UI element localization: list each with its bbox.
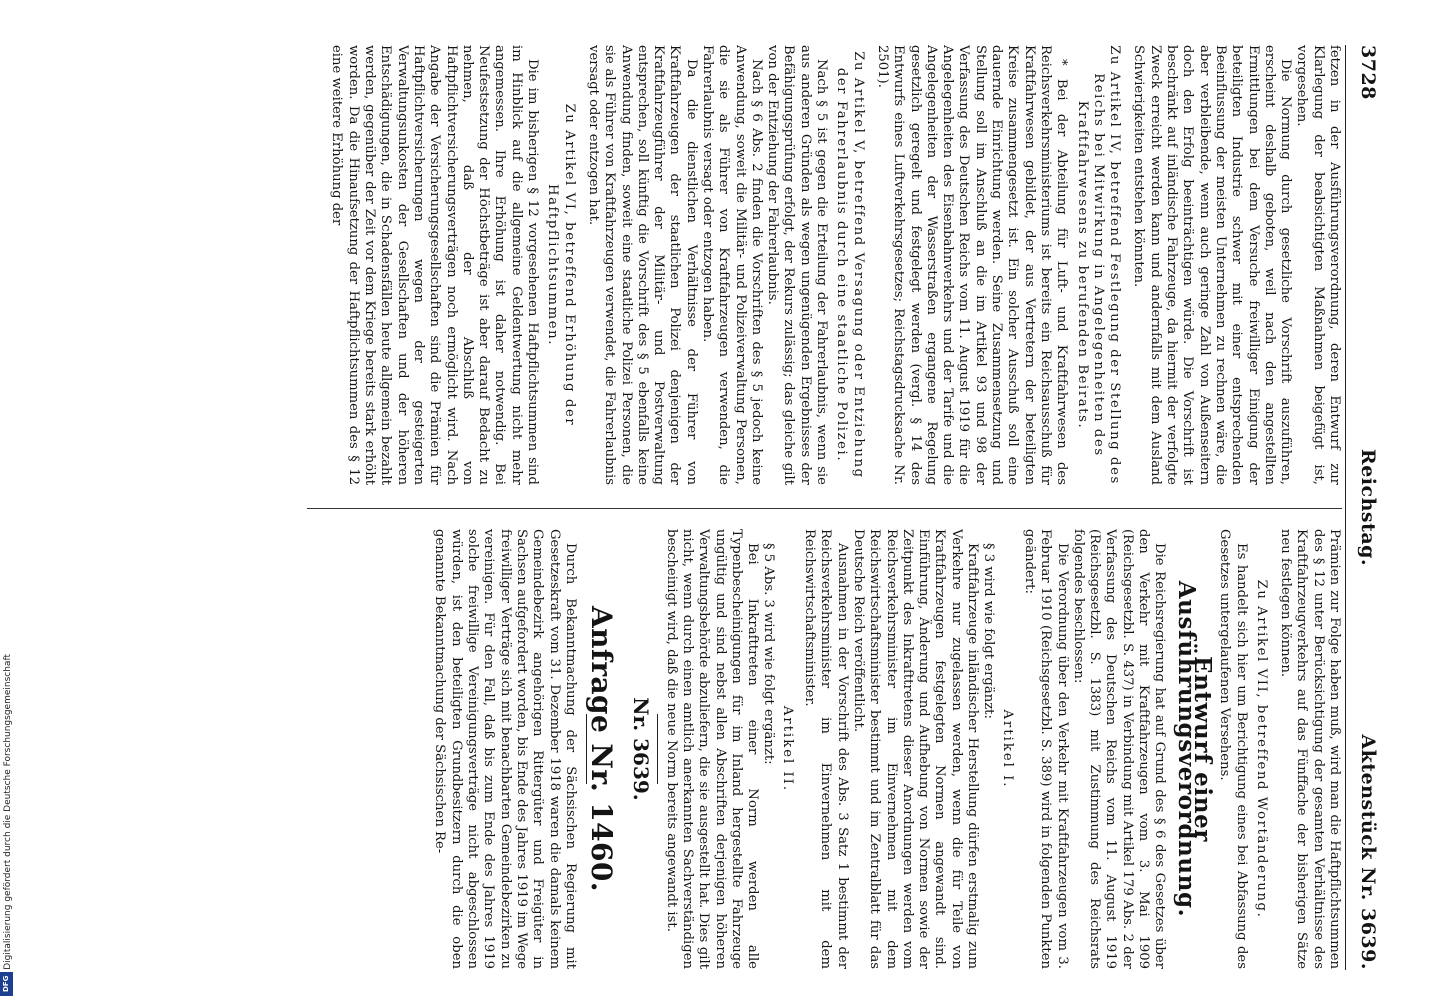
artikel-1-heading: Artikel I. [999, 709, 1015, 789]
paragraph: Die Verordnung über den Verkehr mit Kraftfahrzeugen vom 3. Februar 1910 (Reichsgesetzbl. S. 389) wird in folgenden Punkten geändert: [1021, 529, 1070, 969]
left-column [302, 45, 1342, 485]
paragraph: fetzen in der Ausführungsverordnung, deren Entwurf zur Klarlegung der beabsichtigten Maßnahmen beigefügt ist, vorgesehen. [1294, 45, 1342, 485]
draft-title: Entwurf einer Ausführungsverordnung. [1172, 580, 1216, 918]
paragraph: Nach § 5 ist gegen die Erteilung der Fahrerlaubnis, wenn sie aus anderen Gründen als wegen ungenügenden Ergebnisses der Befähigungsprüfung erfolgt, der Rekurs zulässig; das gleiche gilt von der Entziehung der Fahrerlaubnis. [765, 45, 830, 485]
paragraph: Die Normung durch gesetzliche Vorschrift auszuführen, erscheint deshalb geboten, weil nach den angestellten Ermittlungen bei dem Versuche freiwilliger Einigung der beteiligten Industrie schwer mit einer entsprechenden Beeinflussung der meisten Unternehmen zu rechnen wäre, die aber verbleibende, wenn auch geringe Zahl von Außenseitern doch den Erfolg beeinträchtigen würde. Die Vorschrift ist beschränkt auf inländische Fahrzeuge, da hiermit der verfolgte Zweck erreicht werden kann und andernfalls mit dem Ausland Schwierigkeiten entstehen könnten. [1131, 45, 1294, 485]
funding-note: Digitalisierung gefördert durch die Deutsche Forschungsgemeinschaft [3, 654, 13, 970]
paragraph: § 5 Abs. 3 wird wie folgt ergänzt: [761, 543, 777, 765]
paragraph: Die im bisherigen § 12 vorgesehenen Haftpflichtsummen sind im Hinblick auf die allgemeine Geldentwertung nicht mehr angemessen. Ihre Erhöhung ist daher notwendig. Bei Neufestsetzung der Höchstbeträge ist aber darauf Bedacht zu nehmen, daß der Abschluß von Haftpflichtversicherungsverträgen noch ermöglicht wird. Nach Angabe der Versicherungsgesellschaften sind die Prämien für Haftpflichtversicherungen wegen der gesteigerten Verwaltungsunkosten der Gesellschaften und der höheren Entschädigungen, die in Schadensfällen heute allgemein bezahlt werden, gegenüber der Zeit vor dem Kriege bereits stark erhöht worden. Da die Hinaufsetzung der Haftpflichtsummen des § 12 eine weitere Erhöhung der [329, 45, 541, 485]
page-number: 3728 [1357, 45, 1379, 100]
document-number: Aktenstück Nr. 3639. [1357, 734, 1379, 970]
right-column [302, 529, 1342, 969]
column-divider [307, 508, 1342, 509]
anfrage-heading: Anfrage Nr. 1460. [585, 606, 619, 892]
section-heading-art6: Zu Artikel VI, betreffend Erhöhung der Haftpflichtsummen. [545, 103, 577, 427]
page-header [1345, 45, 1382, 970]
section-rule [657, 714, 658, 784]
paragraph: Ausnahmen in der Vorschrift des Abs. 3 Satz 1 bestimmt der Reichsverkehrsminister im Einvernehmen mit dem Reichswirtschaftsminister. [802, 529, 850, 969]
section-heading-art4: Zu Artikel IV, betreffend Festlegung der Stellung des Reichs bei Mitwirkung in Angelegenheiten des Kraftfahrwesens zu berufenden Beirats. [1074, 45, 1123, 485]
paragraph: Durch Bekanntmachung der Sächsischen Regierung mit Gesetzeskraft vom 31. Dezember 1918 waren die damals keinem Gemeindebezirk angehörigen Rittergüter und Freigüter in Sachsen aufgefordert worden, bis Ende des Jahres 1919 im Wege freiwilliger Verträge sich mit benachbarten Gemeindebezirken zu vereinigen. Für den Fall, daß bis zum Ende des Jahres 1919 solche freiwillige Vereinigungsverträge nicht abgeschlossen würden, ist den beteiligten Grundbesitzern durch die oben genannte Bekanntmachung der Sächsischen Re- [432, 529, 578, 969]
scanned-page [302, 45, 1382, 970]
paragraph: Kraftfahrzeuge inländischer Herstellung dürfen erstmalig zum Verkehre nur zugelassen werden, wenn die für Teile von Kraftfahrzeugen festgelegten Normen angewandt sind. Einführung, Änderung und Aufhebung von Normen sowie der Zeitpunkt des Inkrafttretens dieser Anordnungen werden vom Reichsverkehrsminister im Einvernehmen mit dem Reichswirtschaftsminister bestimmt und im Zentralblatt für das Deutsche Reich veröffentlicht. [850, 529, 981, 969]
section-heading-art7: Zu Artikel VII, betreffend Wortänderung. [1253, 579, 1269, 919]
artikel-2-heading: Artikel II. [779, 705, 795, 793]
paragraph: Nach § 6 Abs. 2 finden die Vorschriften des § 5 jedoch keine Anwendung, soweit die Militär- und Polizeiverwaltung Personen, die sie als Führer von Kraftfahrzeugen verwenden, die Fahrerlaubnis versagt oder entzogen haben. [700, 45, 764, 485]
paragraph: § 3 wird wie folgt ergänzt: [981, 543, 997, 719]
number-line: Nr. 3639. [629, 697, 654, 801]
paragraph: * Bei der Abteilung für Luft- und Kraftfahrwesen des Reichsverkehrsministeriums ist bereits ein Reichsausschuß für Kraftfahrwesen gebildet, der aus Vertretern der beteiligten Kreise zusammengesetzt ist. Ein solcher Ausschuß soll eine dauernde Einrichtung werden. Seine Zusammensetzung und Stellung soll im Anschluß an die im Artikel 93 und 98 der Verfassung des Deutschen Reichs vom 11. August 1919 für die Angelegenheiten des Eisenbahnverkehrs und der Tarife und die Angelegenheiten der Wasserstraßen ergangene Regelung gesetzlich geregelt und festgelegt werden (vergl. § 14 des Entwurfs eines Luftverkehrsgesetzes; Reichstagsdrucksache Nr. 2501). [874, 45, 1070, 485]
running-head: Reichstag. [1357, 448, 1379, 567]
paragraph: Da die dienstlichen Verhältnisse der Führer von Kraftfahrzeugen der staatlichen Polizei denjenigen der Kraftfahrzeugführer der Militär- und Postverwaltung entsprechen, soll künftig die Vorschrift des § 5 ebenfalls keine Anwendung finden, soweit eine staatliche Polizei Personen, die sie als Führer von Kraftfahrzeugen verwendet, die Fahrerlaubnis versagt oder entzogen hat. [585, 45, 699, 485]
paragraph: Es handelt sich hier um Berichtigung eines bei Abfassung des Gesetzes untergelaufenen Versehens. [1217, 529, 1249, 969]
paragraph: Prämien zur Folge haben muß, wird man die Haftpflichtsummen des § 12 unter Berücksichtigung der gesamten Verhältnisse des Kraftfahrzeugverkehrs auf das Fünffache der bisherigen Sätze neu festlegen können. [1278, 529, 1342, 969]
funding-note-strip [0, 0, 14, 1000]
paragraph: Die Reichsregierung hat auf Grund des § 6 des Gesetzes über den Verkehr mit Kraftfahrzeugen vom 3. Mai 1909 (Reichsgesetzbl. S. 437) in Verbindung mit Artikel 179 Abs. 2 der Verfassung des Deutschen Reichs vom 11. August 1919 (Reichsgesetzbl. S. 1383) mit Zustimmung des Reichsrats folgendes beschlossen: [1070, 529, 1168, 969]
section-heading-art5: Zu Artikel V, betreffend Versagung oder Entziehung der Fahrerlaubnis durch eine staatliche Polizei. [834, 51, 866, 479]
paragraph: Bei Inkrafttreten einer Norm werden alle Typenbescheinigungen für im Inland hergestellte Fahrzeuge ungültig und sind nebst allen Abschriften derjenigen höheren Verwaltungsbehörde abzuliefern, die sie ausgestellt hat. Dies gilt nicht, wenn durch einen amtlich anerkannten Sachverständigen bescheinigt wird, daß die neue Norm bereits angewandt ist. [663, 529, 761, 969]
dfg-logo: DFG [0, 972, 13, 996]
